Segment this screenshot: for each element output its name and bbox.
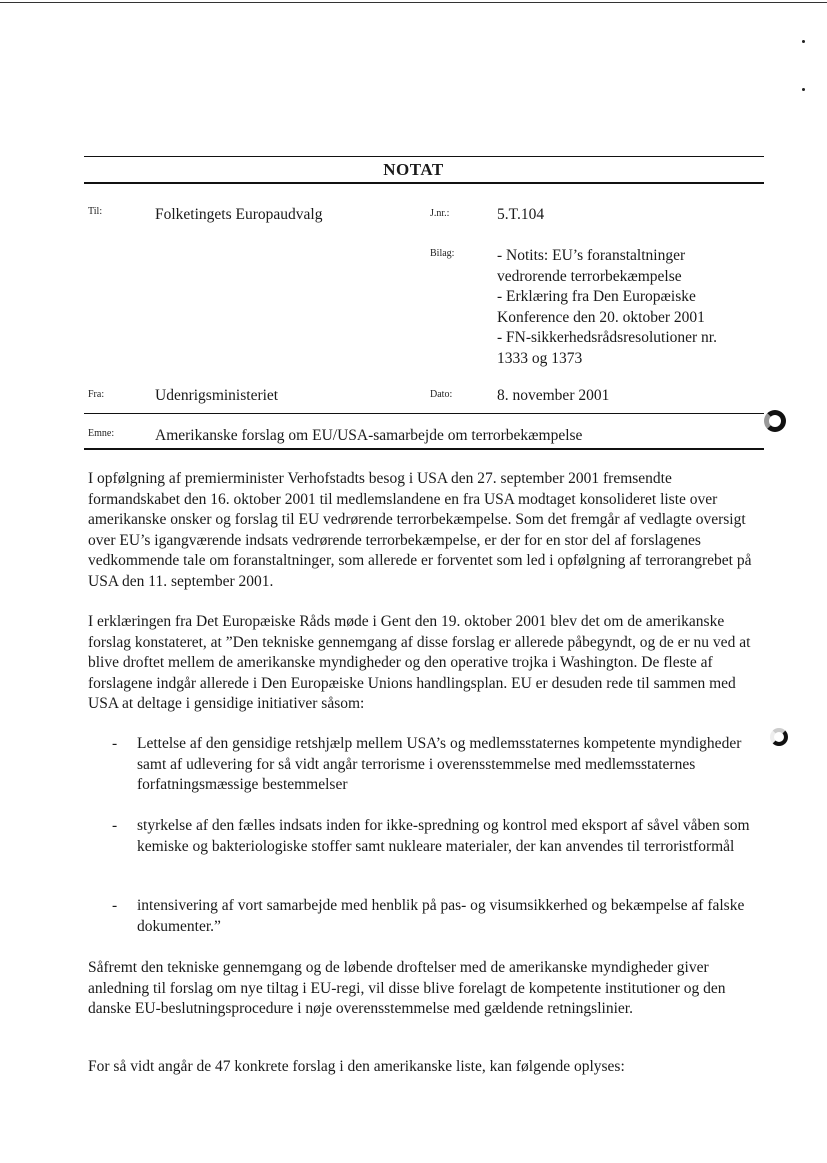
fra-label: Fra: (88, 389, 105, 400)
scan-top-edge (0, 0, 827, 5)
paragraph-procedure: Såfremt den tekniske gennemgang og de løbende droftelser med de amerikanske myndigheder giver anledning til forslag om nye tiltag i EU-regi, vil disse blive forelagt de kompetente institutioner og den danske EU-beslutningsprocedure i nøje overensstemmelse med gældende retningslinier. (88, 959, 726, 1017)
list-item (112, 816, 752, 857)
jnr-value: 5.T.104 (497, 206, 545, 223)
subject-rule (84, 448, 764, 450)
bullet-marker: - (112, 817, 118, 834)
title-rule-bottom (84, 182, 764, 184)
body-paragraph (88, 469, 756, 592)
emne-label: Emne: (88, 428, 115, 439)
jnr-label: J.nr.: (430, 208, 450, 219)
dato-value: 8. november 2001 (497, 387, 610, 404)
dato-label: Dato: (430, 389, 453, 400)
list-item (112, 734, 752, 796)
bilag-line: Konference den 20. oktober 2001 (497, 308, 705, 326)
emne-value: Amerikanske forslag om EU/USA-samarbejde om terrorbekæmpelse (155, 427, 583, 444)
paragraph-intro: I opfølgning af premierminister Verhofstadts besog i USA den 27. september 2001 fremsendte formandskabet den 16. oktober 2001 til medlemslandene en fra USA modtaget konsolideret liste over amerikanske onsker og forslag til EU vedrørende terrorbekæmpelse. Som det fremgår af vedlagte oversigt over EU’s igangværende indsats vedrørende terrorbekæmpelse, er der for en stor del af forslagenes vedkommende tale om foranstaltninger, som allerede er forventet som led i opfølgning af terrorangrebet på USA den 11. september 2001. (88, 470, 752, 590)
bullet-text: intensivering af vort samarbejde med henblik på pas- og visumsikkerhed og bekæmpelse af falske dokumenter.” (137, 897, 745, 935)
til-label: Til: (88, 206, 103, 217)
bilag-line: vedrorende terrorbekæmpelse (497, 267, 682, 285)
paragraph-proposals: For så vidt angår de 47 konkrete forslag i den amerikanske liste, kan følgende oplyses: (88, 1058, 625, 1075)
title-rule-top (84, 156, 764, 157)
paragraph-declaration: I erklæringen fra Det Europæiske Råds møde i Gent den 19. oktober 2001 blev det om de amerikanske forslag konstateret, at ”Den tekniske gennemgang af disse forslag er allerede påbegyndt, og de er nu ved at blive droftet mellem de amerikanske myndigheder og den operative trojka i Washington. De fleste af forslagene indgår allerede i Den Europæiske Unions handlingsplan. EU er desuden rede til sammen med USA at deltage i gensidige initiativer såsom: (88, 613, 751, 712)
bilag-line: - Notits: EU’s foranstaltninger (497, 247, 686, 264)
body-paragraph (88, 958, 756, 1020)
punch-hole-mark (770, 728, 788, 746)
bullet-marker: - (112, 735, 118, 752)
body-paragraph (88, 612, 756, 715)
body-paragraph (88, 1057, 756, 1078)
bullet-text: styrkelse af den fælles indsats inden for ikke-spredning og kontrol med eksport af såvel våben som kemiske og bakteriologiske stoffer samt nukleare materialer, der kan anvendes til terroristformål (137, 817, 750, 855)
list-item (112, 896, 752, 937)
fra-value: Udenrigsministeriet (155, 387, 279, 404)
scan-speck (802, 88, 805, 91)
til-value: Folketingets Europaudvalg (155, 206, 323, 223)
scan-speck (802, 40, 805, 43)
bilag-label: Bilag: (430, 248, 455, 259)
bilag-line: - FN-sikkerhedsrådsresolutioner nr. (497, 329, 717, 346)
bullet-marker: - (112, 897, 118, 914)
punch-hole-mark (764, 410, 786, 432)
bullet-text: Lettelse af den gensidige retshjælp mellem USA’s og medlemsstaternes kompetente myndigheder samt af udlevering for så vidt angår terrorisme i overensstemmelse med medlemsstaternes forfatningsmæssige bestemmelser (137, 735, 742, 793)
bilag-line: - Erklæring fra Den Europæiske (497, 288, 696, 305)
page-title: NOTAT (383, 160, 444, 179)
bilag-list (497, 246, 757, 369)
bilag-line: 1333 og 1373 (497, 349, 583, 367)
header-divider (84, 413, 764, 414)
